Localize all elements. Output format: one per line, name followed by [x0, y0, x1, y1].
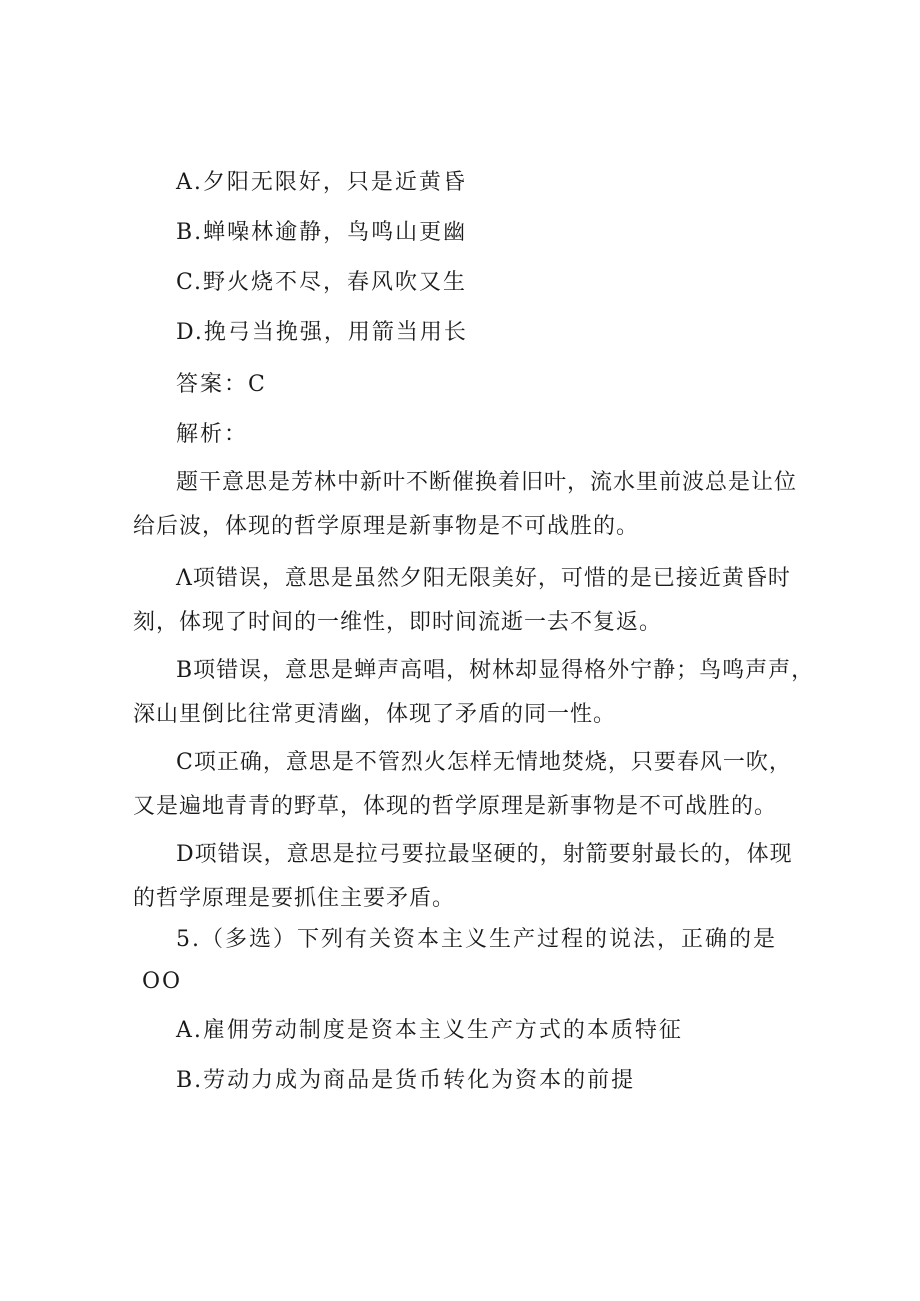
- q4-analysis-stem-line-2: 给后波，体现的哲学原理是新事物是不可战胜的。: [133, 514, 640, 539]
- q4-option-c: C.野火烧不尽，春风吹又生: [176, 270, 468, 295]
- q4-answer: 答案：C: [176, 372, 267, 397]
- q4-option-d: D.挽弓当挽强，用箭当用长: [176, 320, 468, 345]
- q4-option-b: B.蝉噪林逾静，鸟鸣山更幽: [176, 220, 468, 245]
- q5-stem-line-1: 5.（多选）下列有关资本主义生产过程的说法，正确的是: [176, 927, 777, 952]
- q5-option-a: A.雇佣劳动制度是资本主义生产方式的本质特征: [176, 1018, 683, 1043]
- q5-option-b: B.劳动力成为商品是货币转化为资本的前提: [176, 1068, 636, 1093]
- q4-analysis-c-line-2: 又是遍地青青的野草，体现的哲学原理是新事物是不可战胜的。: [133, 794, 778, 819]
- q4-analysis-stem-line-1: 题干意思是芳林中新叶不断催换着旧叶，流水里前波总是让位: [176, 470, 798, 495]
- q4-analysis-label: 解析：: [176, 422, 249, 447]
- q4-analysis-b-line-1: B项错误，意思是蝉声高唱，树林却显得格外宁静；鸟鸣声声，: [176, 658, 815, 683]
- q4-option-a: A.夕阳无限好，只是近黄昏: [176, 170, 467, 195]
- q5-stem-line-2: OO: [142, 969, 183, 994]
- q4-analysis-c-line-1: C项正确，意思是不管烈火怎样无情地焚烧，只要春风一吹，: [176, 750, 792, 775]
- q4-analysis-d-line-1: D项错误，意思是拉弓要拉最坚硬的，射箭要射最长的，体现: [176, 842, 793, 867]
- q4-analysis-a-line-1: Λ项错误，意思是虽然夕阳无限美好，可惜的是已接近黄昏时: [176, 566, 791, 591]
- q4-analysis-b-line-2: 深山里倒比往常更清幽，体现了矛盾的同一性。: [133, 702, 617, 727]
- q4-analysis-d-line-2: 的哲学原理是要抓住主要矛盾。: [133, 886, 456, 911]
- q4-analysis-a-line-2: 刻，体现了时间的一维性，即时间流逝一去不复返。: [133, 610, 663, 635]
